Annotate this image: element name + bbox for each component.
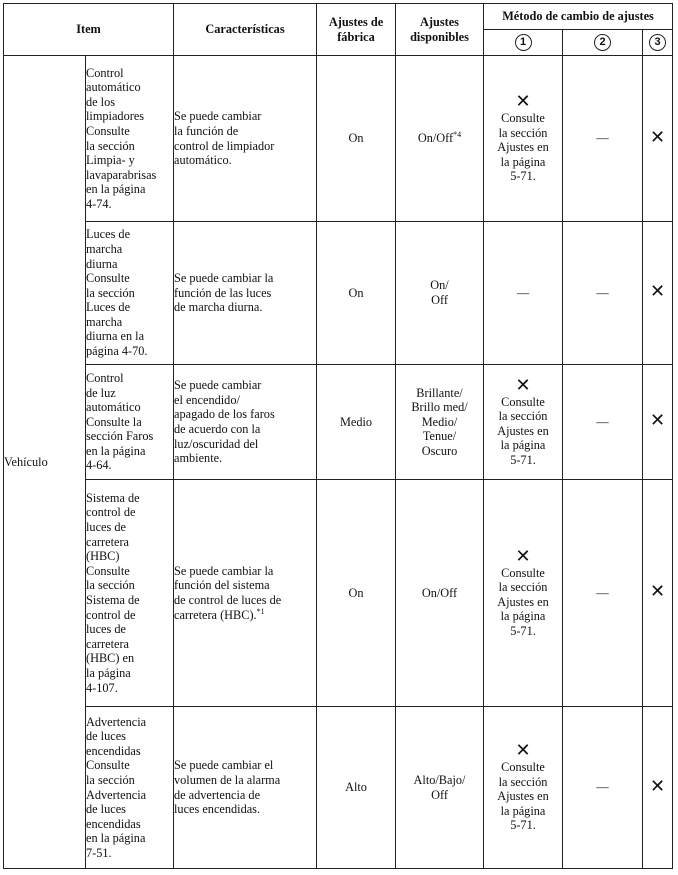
item-line: de luces: [86, 729, 126, 744]
characteristics-line: de control de luces de: [174, 593, 282, 607]
item-line: Limpia- y: [86, 153, 135, 168]
characteristics-line: Se puede cambiar: [174, 109, 262, 124]
item-line: la página: [86, 665, 131, 680]
characteristics-line: ambiente.: [174, 451, 223, 466]
table-row: [4, 480, 673, 707]
method-1-line: la página: [500, 154, 546, 169]
item-cell: [86, 480, 174, 707]
item-line: luces de: [86, 622, 126, 637]
available-settings-cell: [396, 56, 484, 222]
cross-mark-icon: ✕: [515, 740, 531, 762]
cross-mark-icon: ✕: [649, 410, 666, 432]
method-1-line: 5-71.: [510, 818, 536, 833]
item-line: 4-74.: [86, 196, 112, 211]
factory-setting-cell: Medio: [317, 365, 396, 480]
method-1-line: Consulte: [501, 111, 545, 126]
table-row: [4, 222, 673, 365]
item-cell: [86, 222, 174, 365]
header-available-line: disponibles: [410, 29, 469, 44]
method-2-cell: —: [563, 222, 643, 365]
item-line: encendidas: [86, 816, 141, 831]
available-line: On/Off: [417, 131, 454, 146]
method-1-line: 5-71.: [510, 169, 536, 184]
available-line: On/: [430, 278, 449, 293]
method-1-line: 5-71.: [510, 452, 536, 467]
item-cell: [86, 707, 174, 869]
item-line: encendidas: [86, 743, 141, 758]
method-1-line: 5-71.: [510, 623, 536, 638]
available-line: Brillante/: [416, 385, 463, 400]
item-line: (HBC): [86, 549, 120, 564]
method-1-cell: [484, 222, 563, 365]
method-2-cell: —: [563, 480, 643, 707]
characteristics-line: de advertencia de: [174, 787, 261, 802]
method-1-line: la sección: [498, 125, 548, 140]
factory-setting-cell: Alto: [317, 707, 396, 869]
cross-mark-icon: ✕: [515, 91, 531, 113]
method-1-line: la página: [500, 438, 546, 453]
method-1-cell: [484, 707, 563, 869]
method-1-line: Consulte: [501, 565, 545, 580]
method-1-cell: [484, 365, 563, 480]
item-line: en la página: [86, 443, 146, 458]
item-line: 4-64.: [86, 458, 112, 473]
item-line: Control: [86, 370, 124, 385]
item-line: de luces: [86, 802, 126, 817]
characteristics-line: apagado de los faros: [174, 407, 275, 422]
characteristics-line: volumen de la alarma: [174, 772, 281, 787]
item-line: Advertencia: [86, 714, 147, 729]
item-line: control de: [86, 607, 136, 622]
circled-number: 2: [594, 34, 611, 51]
method-1-line: Ajustes en: [497, 789, 549, 804]
method-3-cell: [643, 56, 673, 222]
method-2-cell: —: [563, 365, 643, 480]
method-1-cell: [484, 56, 563, 222]
method-1-cell: [484, 480, 563, 707]
cross-mark-icon: ✕: [515, 545, 531, 567]
method-1-line: la sección: [498, 409, 548, 424]
available-settings-cell: [396, 707, 484, 869]
header-method-3: [643, 30, 673, 56]
method-1-line: Consulte: [501, 394, 545, 409]
header-factory: [317, 4, 396, 56]
item-line: sección Faros: [86, 429, 154, 444]
header-method-2: [563, 30, 643, 56]
item-line: la sección: [86, 578, 135, 593]
category-cell: Vehículo: [4, 56, 86, 869]
characteristics-line: luz/oscuridad del: [174, 436, 259, 451]
method-3-cell: [643, 480, 673, 707]
available-line: Brillo med/: [411, 400, 468, 415]
item-line: de los: [86, 94, 116, 109]
available-line: Off: [431, 293, 448, 307]
characteristics-cell: [174, 222, 317, 365]
characteristics-cell: [174, 480, 317, 707]
table-row: [4, 365, 673, 480]
header-characteristics: Características: [174, 4, 317, 56]
method-2-cell: —: [563, 707, 643, 869]
method-1-line: —: [516, 285, 530, 300]
available-line: On/Off: [421, 585, 458, 600]
characteristics-line: el encendido/: [174, 392, 240, 407]
characteristics-line: de acuerdo con la: [174, 422, 261, 436]
method-1-line: la sección: [498, 580, 548, 595]
characteristics-line: control de limpiador: [174, 138, 275, 153]
item-line: página 4-70.: [86, 344, 148, 359]
method-3-cell: [643, 365, 673, 480]
method-3-cell: [643, 707, 673, 869]
item-line: automático: [86, 400, 141, 415]
characteristics-cell: [174, 365, 317, 480]
method-1-line: Ajustes en: [497, 423, 549, 438]
header-available-line: Ajustes: [420, 14, 459, 29]
factory-setting-cell: On: [317, 480, 396, 707]
item-line: diurna: [86, 256, 118, 271]
characteristics-cell: [174, 56, 317, 222]
header-item: Item: [4, 4, 174, 56]
item-line: Advertencia: [86, 787, 147, 802]
characteristics-line: automático.: [174, 153, 232, 168]
item-line: 4-107.: [86, 680, 118, 695]
settings-table-body: [4, 56, 673, 869]
characteristics-line: función del sistema: [174, 578, 270, 593]
footnote-marker: *1: [256, 606, 265, 616]
item-line: carretera: [86, 636, 129, 651]
characteristics-line: Se puede cambiar el: [174, 758, 274, 773]
item-cell: [86, 56, 174, 222]
item-line: 7-51.: [86, 845, 112, 860]
cross-mark-icon: ✕: [649, 581, 666, 603]
available-settings-cell: [396, 480, 484, 707]
method-1-line: Ajustes en: [497, 594, 549, 609]
item-line: marcha: [86, 314, 123, 329]
characteristics-line: de marcha diurna.: [174, 300, 263, 315]
method-1-line: Consulte: [501, 760, 545, 775]
item-line: automático: [86, 80, 141, 95]
cross-mark-icon: ✕: [649, 126, 666, 148]
method-1-line: la página: [500, 609, 546, 624]
item-line: Consulte: [86, 271, 130, 286]
characteristics-line: carretera (HBC).: [174, 607, 257, 622]
circled-number: 1: [515, 34, 532, 51]
characteristics-line: Se puede cambiar la: [174, 563, 274, 578]
settings-table: [3, 3, 673, 869]
item-line: la sección: [86, 285, 135, 300]
item-line: Consulte la: [86, 414, 142, 429]
available-line: Tenue/: [422, 429, 457, 444]
method-1-line: la página: [500, 803, 546, 818]
method-1-line: la sección: [498, 774, 548, 789]
settings-table-container: [3, 3, 673, 869]
method-2-cell: —: [563, 56, 643, 222]
item-line: lavaparabrisas: [86, 167, 157, 182]
item-line: de luz: [86, 385, 116, 400]
table-row: [4, 707, 673, 869]
item-line: limpiadores: [86, 109, 145, 124]
item-line: diurna en la: [86, 329, 145, 344]
characteristics-line: Se puede cambiar: [174, 378, 262, 393]
characteristics-line: función de las luces: [174, 285, 272, 300]
item-line: Luces de: [86, 227, 131, 242]
footnote-marker: *4: [453, 130, 462, 140]
characteristics-line: Se puede cambiar la: [174, 271, 274, 286]
factory-setting-cell: On: [317, 222, 396, 365]
item-line: Sistema de: [86, 593, 140, 607]
item-line: en la página: [86, 182, 146, 197]
header-method-1: [484, 30, 563, 56]
available-line: Medio/: [421, 414, 458, 429]
table-row: [4, 56, 673, 222]
characteristics-line: luces encendidas.: [174, 802, 261, 817]
method-1-line: Ajustes en: [497, 140, 549, 155]
method-3-cell: [643, 222, 673, 365]
header-method: Método de cambio de ajustes: [484, 4, 673, 30]
item-line: en la página: [86, 831, 146, 846]
item-line: Consulte: [86, 563, 130, 578]
available-settings-cell: [396, 365, 484, 480]
characteristics-line: la función de: [174, 123, 239, 138]
available-line: Oscuro: [421, 443, 458, 458]
characteristics-cell: [174, 707, 317, 869]
circled-number: 3: [649, 34, 666, 51]
header-factory-line: Ajustes de: [328, 14, 384, 29]
cross-mark-icon: ✕: [649, 775, 666, 797]
item-line: (HBC) en: [86, 651, 135, 666]
item-line: Sistema de: [86, 490, 140, 505]
item-line: luces de: [86, 520, 126, 535]
available-line: Alto/Bajo/: [413, 772, 466, 787]
item-line: la sección: [86, 772, 135, 787]
item-line: Consulte: [86, 758, 130, 773]
header-available: [396, 4, 484, 56]
cross-mark-icon: ✕: [649, 281, 666, 303]
factory-setting-cell: On: [317, 56, 396, 222]
available-settings-cell: [396, 222, 484, 365]
item-line: Luces de: [86, 300, 131, 315]
item-line: Consulte: [86, 123, 130, 138]
item-line: marcha: [86, 241, 123, 256]
item-line: control de: [86, 505, 136, 520]
item-cell: [86, 365, 174, 480]
item-line: Control: [86, 65, 124, 80]
header-factory-line: fábrica: [337, 29, 375, 44]
cross-mark-icon: ✕: [515, 374, 531, 396]
available-line: Off: [431, 787, 448, 802]
item-line: carretera: [86, 534, 129, 549]
item-line: la sección: [86, 138, 135, 153]
